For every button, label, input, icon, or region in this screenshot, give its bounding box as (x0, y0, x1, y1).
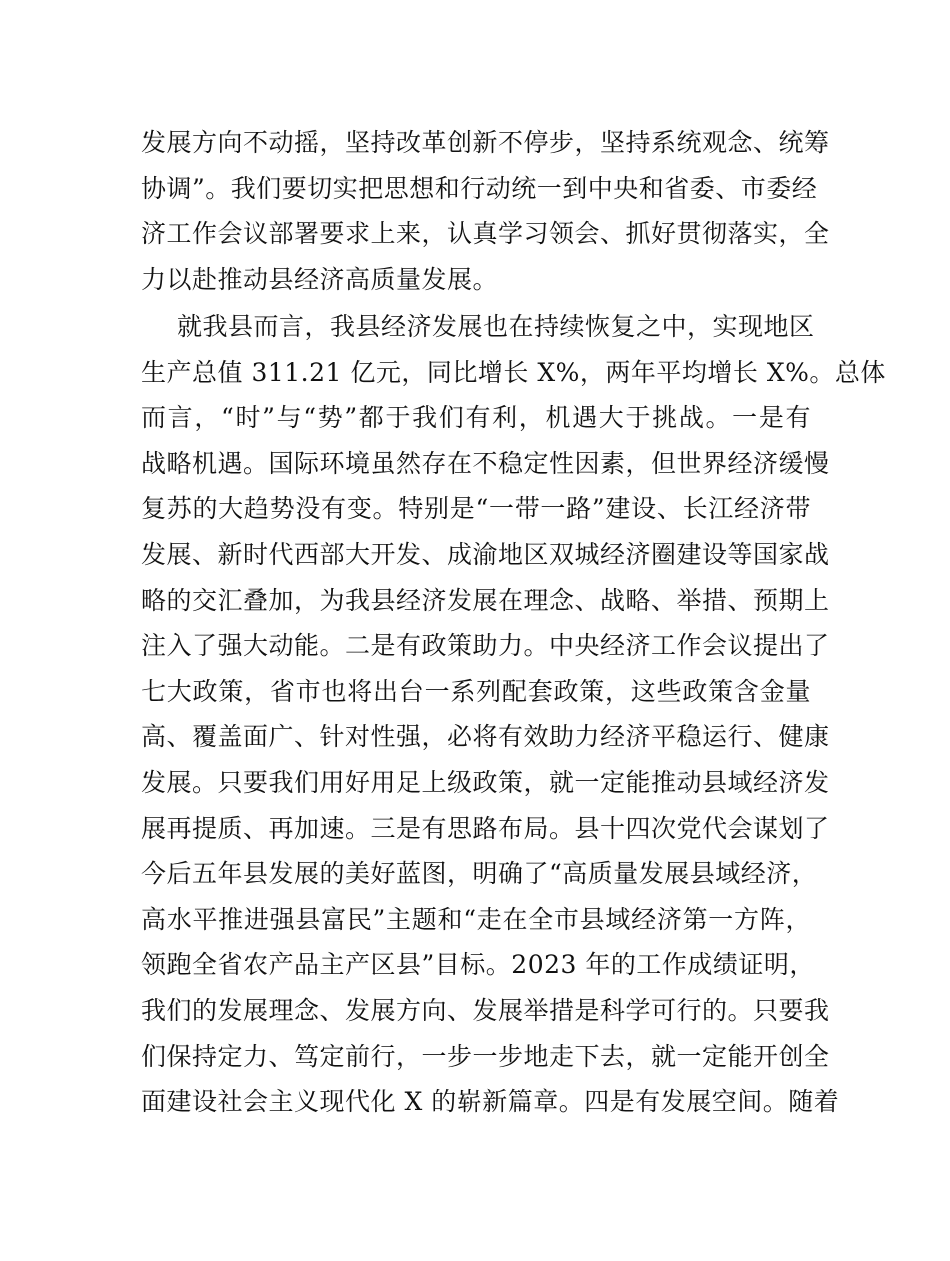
text-line: 而言，“时”与“势”都于我们有利，机遇大于挑战。一是有 (141, 403, 811, 433)
text-line: 面建设社会主义现代化 X 的崭新篇章。四是有发展空间。随着 (141, 1087, 840, 1117)
text-line: 高、覆盖面广、针对性强，必将有效助力经济平稳运行、健康 (141, 722, 830, 752)
text-line (141, 1170, 811, 1216)
text-line: 略的交汇叠加，为我县经济发展在理念、战略、举措、预期上 (141, 585, 830, 615)
text-line: 领跑全省农产品主产区县”目标。2023 年的工作成绩证明， (141, 950, 815, 980)
text-line: 我们的发展理念、发展方向、发展举措是科学可行的。只要我 (141, 995, 830, 1025)
text-line: 力以赴推动县经济高质量发展。 (141, 264, 499, 294)
text-line: 展再提质、再加速。三是有思路布局。县十四次党代会谋划了 (141, 813, 830, 843)
paragraph-2 (141, 304, 886, 1261)
text-line: 济工作会议部署要求上来，认真学习领会、抓好贯彻落实，全 (141, 219, 830, 249)
paragraph-1 (141, 120, 830, 302)
text-line: 协调”。我们要切实把思想和行动统一到中央和省委、市委经 (141, 173, 818, 203)
text-line (141, 1216, 811, 1261)
text-line: 战略机遇。国际环境虽然存在不稳定性因素，但世界经济缓慢 (141, 448, 830, 478)
text-line: 生产总值 311.21 亿元，同比增长 X%，两年平均增长 X%。总体 (141, 357, 886, 387)
text-line: 发展、新时代西部大开发、成渝地区双城经济圈建设等国家战 (141, 539, 830, 569)
text-line (141, 1125, 811, 1171)
text-line: 高水平推进强县富民”主题和“走在全市县域经济第一方阵， (141, 904, 811, 934)
text-line: 今后五年县发展的美好蓝图，明确了“高质量发展县域经济， (141, 859, 818, 889)
text-line: 注入了强大动能。二是有政策助力。中央经济工作会议提出了 (141, 631, 830, 661)
text-line: 发展方向不动摇，坚持改革创新不停步，坚持系统观念、统筹 (141, 128, 830, 157)
text-line: 们保持定力、笃定前行，一步一步地走下去，就一定能开创全 (141, 1041, 830, 1071)
text-line: 复苏的大趋势没有变。特别是“一带一路”建设、长江经济带 (141, 494, 811, 524)
text-line: 七大政策，省市也将出台一系列配套政策，这些政策含金量 (141, 676, 811, 706)
text-line: 发展。只要我们用好用足上级政策，就一定能推动县域经济发 (141, 767, 830, 797)
text-line: 就我县而言，我县经济发展也在持续恢复之中，实现地区 (177, 312, 815, 341)
